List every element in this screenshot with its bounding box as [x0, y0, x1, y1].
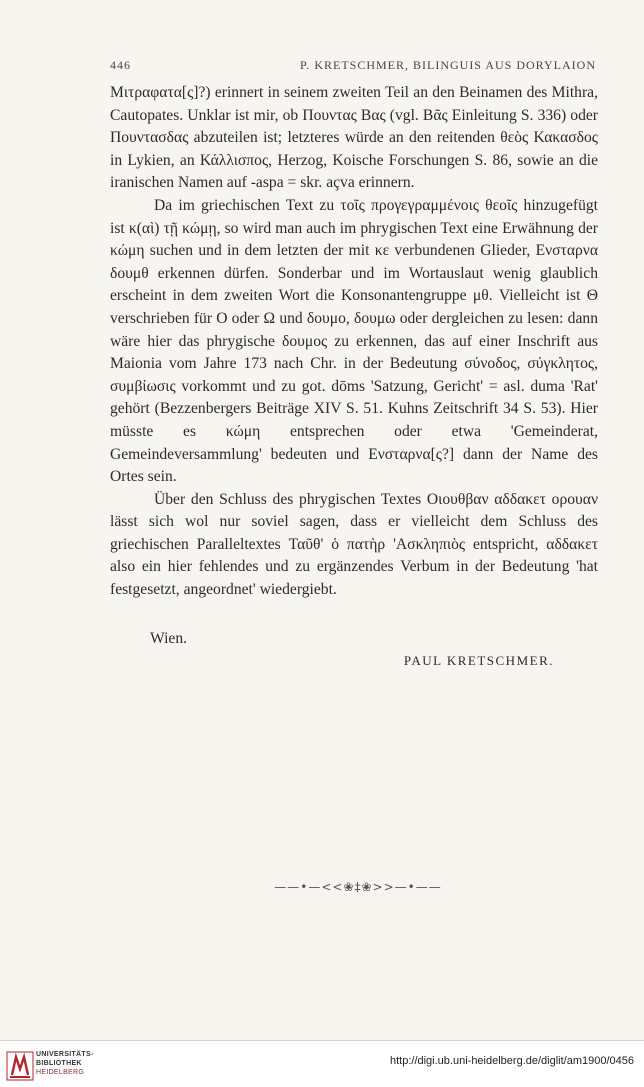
library-name	[36, 1050, 94, 1077]
paragraph-2: Da im griechischen Text zu τοῖς προγεγραμμένοις θεοῖς hinzugefügt ist κ(αὶ) τῇ κώμῃ, so wird man auch im phrygischen Text eine Erwähnung der κώμη suchen und in dem letzten der mit κε verbundenen Glieder, Ενσταρνα δουμθ erkennen dürfen. Sonderbar und im Wortauslaut wenig glaublich erscheint in dem zweiten Wort die Konsonantengruppe μθ. Vielleicht ist Θ verschrieben für Ο oder Ω und δουμο, δουμω oder dergleichen zu lesen: dann wäre hier das phrygische δουμος zu erkennen, das auf einer Inschrift aus Maionia vom Jahre 173 nach Chr. in der Bedeutung σύνοδος, σύγκλητος, συμβίωσις vorkommt und zu got. dōms 'Satzung, Gericht' = asl. duma 'Rat' gehört (Bezzenbergers Beiträge XIV S. 51. Kuhns Zeitschrift 34 S. 53). Hier müsste es κώμη entsprechen oder etwa 'Gemeinderat, Gemeindeversammlung' bedeuten und Ενσταρνα[ς?] dann der Name des Ortes sein.	[110, 196, 598, 486]
page-number: 446	[110, 58, 131, 72]
library-footer	[0, 1040, 644, 1087]
library-name-line2: BIBLIOTHEK	[36, 1060, 82, 1067]
author-signature: PAUL KRETSCHMER.	[403, 652, 554, 668]
place-of-writing: Wien.	[150, 629, 188, 647]
article-body	[110, 82, 598, 692]
library-name-line3: HEIDELBERG	[36, 1069, 85, 1076]
signature-block	[110, 628, 598, 692]
source-url-link[interactable]: http://digi.ub.uni-heidelberg.de/diglit/am1900/0456	[389, 1055, 634, 1067]
section-end-ornament: ——•—<<❀‡❀>>—•——	[274, 880, 442, 894]
library-name-line1: UNIVERSITÄTS-	[36, 1051, 94, 1058]
library-logo-icon	[6, 1051, 34, 1081]
page-header	[110, 58, 596, 80]
paragraph-3: Über den Schluss des phrygischen Textes Οιουθβαν αδδακετ ορουαν lässt sich wol nur soviel sagen, dass er vielleicht dem Schluss des griechischen Paralleltextes Ταῦθ' ὁ πατὴρ 'Ασκληπιὸς entspricht, αδδακετ also ein hier fehlendes und zu ergänzendes Verbum in der Bedeutung 'hat festgesetzt, angeordnet' wiedergiebt.	[110, 490, 598, 599]
paragraph-1: Μιτραφατα[ς]?) erinnert in seinem zweiten Teil an den Beinamen des Mithra, Cautopates. Unklar ist mir, ob Πουντας Βας (vgl. Βᾶς Einleitung S. 336) oder Πουντασδας abzuteilen ist; letzteres würde an den reitenden θεὸς Κακασδος in Lykien, an Κάλλισπος, Herzog, Koische Forschungen S. 86, sowie an die iranischen Namen auf -aspa = skr. açva erinnern.	[110, 84, 598, 192]
running-title: P. KRETSCHMER, BILINGUIS AUS DORYLAION	[299, 58, 596, 72]
